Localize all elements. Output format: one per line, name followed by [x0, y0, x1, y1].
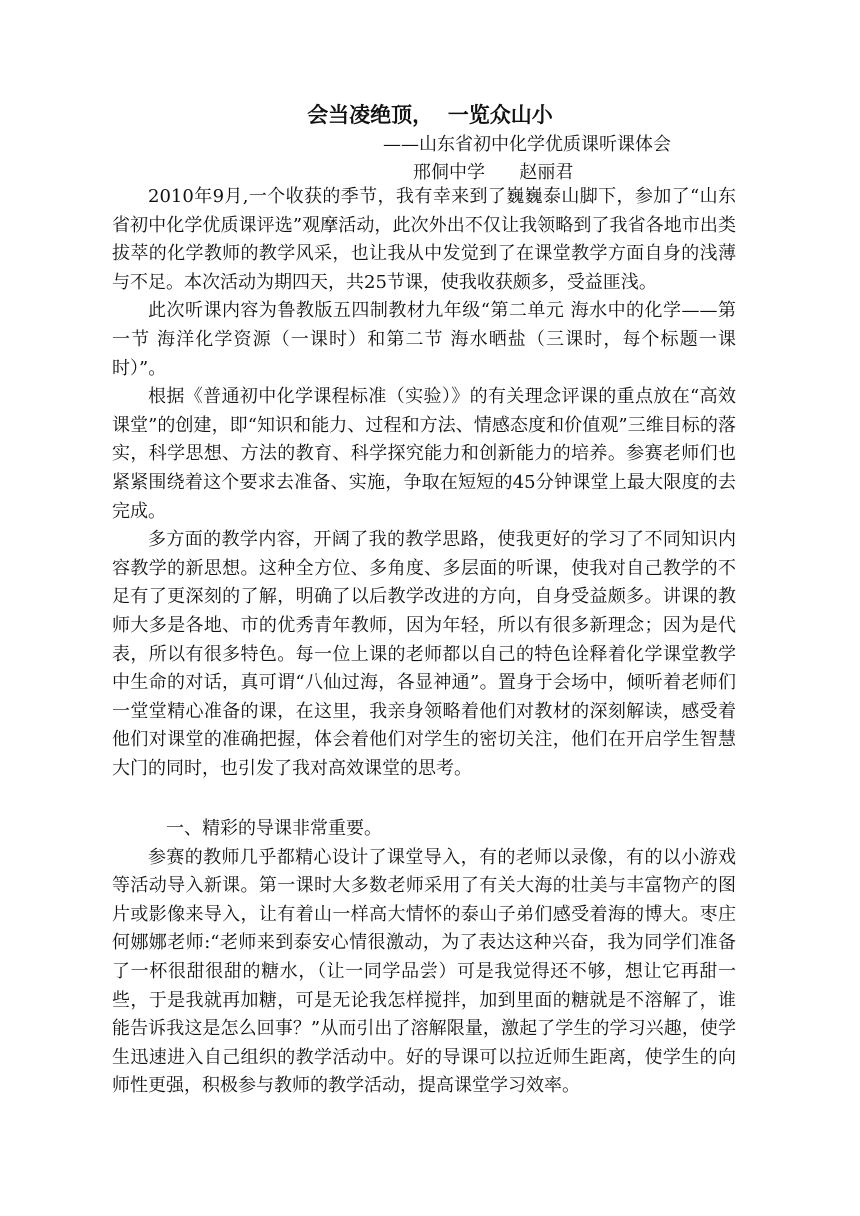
paragraph: 此次听课内容为鲁教版五四制教材九年级“第二单元 海水中的化学——第一节 海洋化学资源（一课时）和第二节 海水晒盐（三课时，每个标题一课时）”。 — [112, 300, 736, 379]
section-heading: 一、精彩的导课非常重要。 — [166, 818, 382, 839]
paragraph: 参赛的教师几乎都精心设计了课堂导入，有的老师以录像，有的以小游戏等活动导入新课。第一课时大多数老师采用了有关大海的壮美与丰富物产的图片或影像来导入，让有着山一样高大情怀的泰山子弟们感受着海的博大。枣庄何娜娜老师:“老师来到泰安心情很激动，为了表达这种兴奋，我为同学们准备了一杯很甜很甜的糖水，（让一同学品尝）可是我觉得还不够，想让它再甜一些，于是我就再加糖，可是无论我怎样搅拌，加到里面的糖就是不溶解了，谁能告诉我这是怎么回事？”从而引出了溶解限量，激起了学生的学习兴趣，使学生迅速进入自己组织的教学活动中。好的导课可以拉近师生距离，使学生的向师性更强，积极参与教师的教学活动，提高课堂学习效率。 — [112, 846, 736, 1097]
document-subtitle: ——山东省初中化学优质课听课体会 — [383, 134, 671, 155]
document-title: 会当凌绝顶， 一览众山小 — [307, 102, 553, 127]
author-line: 邢侗中学 赵丽君 — [413, 162, 574, 183]
intro-body — [112, 183, 736, 783]
paragraph: 根据《普通初中化学课程标准（实验）》的有关理念评课的重点放在“高效课堂”的创建，即“知识和能力、过程和方法、情感态度和价值观”三维目标的落实，科学思想、方法的教育、科学探究能力和创新能力的培养。参赛老师们也紧紧围绕着这个要求去准备、实施，争取在短短的45分钟课堂上最大限度的去完成。 — [112, 386, 736, 522]
paragraph: 2010年9月,一个收获的季节，我有幸来到了巍巍泰山脚下，参加了“山东省初中化学优质课评选”观摩活动，此次外出不仅让我领略到了我省各地市出类拔萃的化学教师的教学风采，也让我从中发觉到了在课堂教学方面自身的浅薄与不足。本次活动为期四天，共25节课，使我收获颇多，受益匪浅。 — [112, 186, 736, 293]
paragraph: 多方面的教学内容，开阔了我的教学思路，使我更好的学习了不同知识内容教学的新思想。这种全方位、多角度、多层面的听课，使我对自己教学的不足有了更深刻的了解，明确了以后教学改进的方向，自身受益颇多。讲课的教师大多是各地、市的优秀青年教师，因为年轻，所以有很多新理念；因为是代表，所以有很多特色。每一位上课的老师都以自己的特色诠释着化学课堂教学中生命的对话，真可谓“八仙过海，各显神通”。置身于会场中，倾听着老师们一堂堂精心准备的课，在这里，我亲身领略着他们对教材的深刻解读，感受着他们对课堂的准确把握，体会着他们对学生的密切关注，他们在开启学生智慧大门的同时，也引发了我对高效课堂的思考。 — [112, 529, 736, 779]
section-1 — [112, 815, 736, 1101]
